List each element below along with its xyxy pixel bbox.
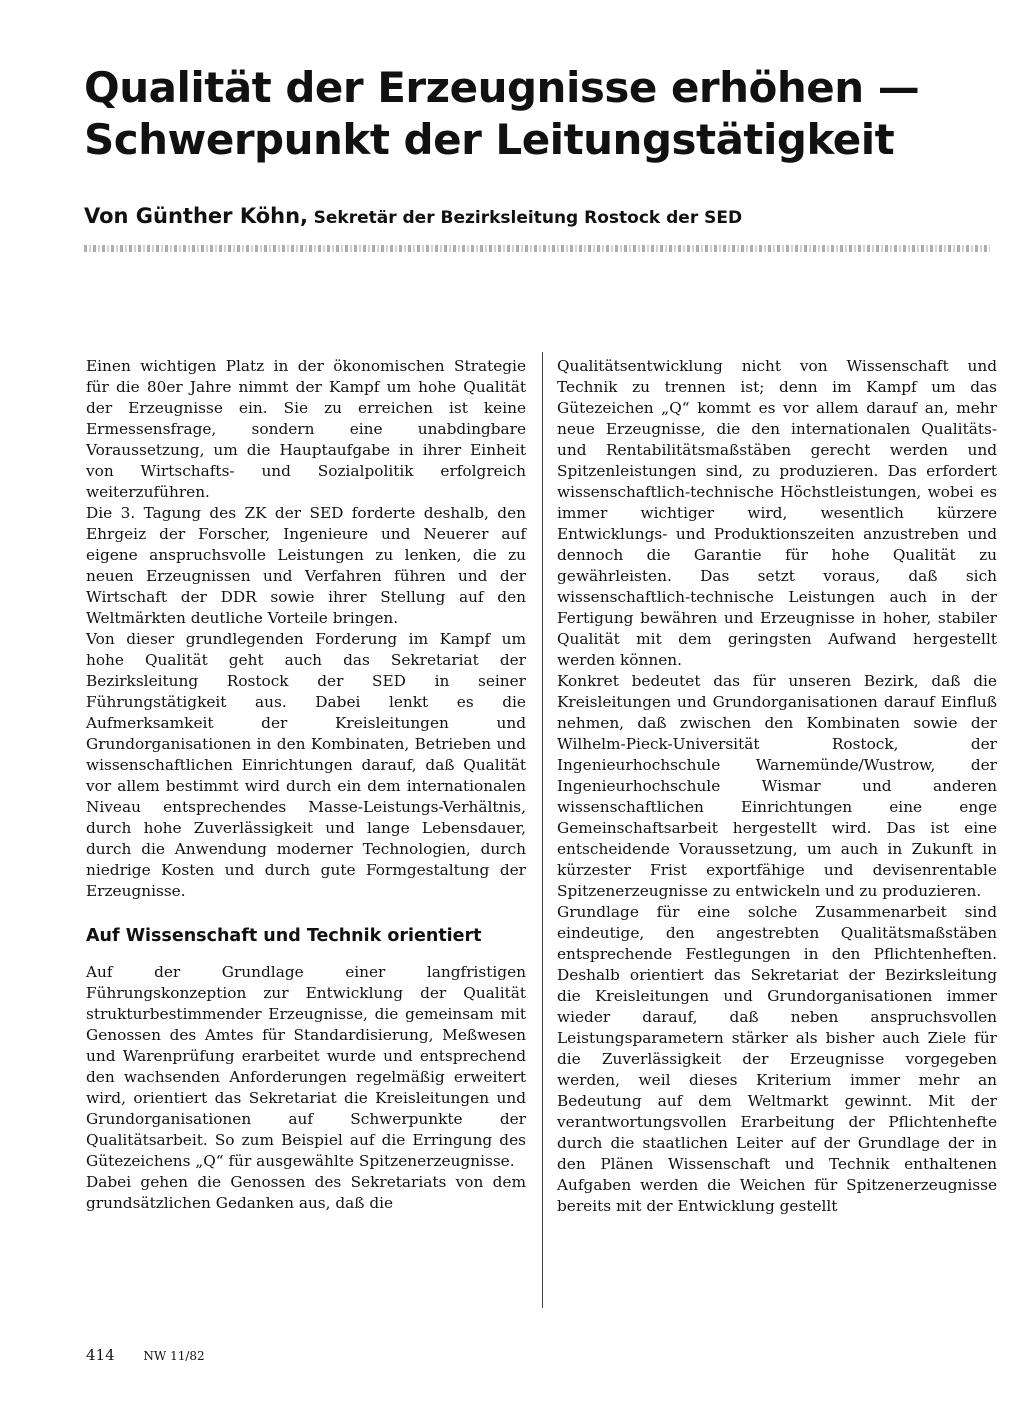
right-column — [557, 356, 997, 1217]
section-subheading: Auf Wissenschaft und Technik orientiert — [86, 926, 482, 946]
paragraph: Konkret bedeutet das für unseren Bezirk, daß die Kreisleitungen und Grundorganisationen darauf Einfluß nehmen, daß zwischen den Kombinaten sowie der Wilhelm-Pieck-Universität Rostock, der Ingenieurhochschule Warnemünde/Wustrow, der Ingenieurhochschule Wismar und anderen wissenschaftlichen Einrichtungen eine enge Gemeinschaftsarbeit hergestellt wird. Das ist eine entscheidende Voraussetzung, um auch in Zukunft in kürzester Frist exportfähige und devisenrentable Spitzenerzeugnisse zu entwickeln und zu produzieren. — [557, 672, 997, 900]
paragraph: Qualitätsentwicklung nicht von Wissenschaft und Technik zu trennen ist; denn im Kampf um das Gütezeichen „Q“ kommt es vor allem darauf an, mehr neue Erzeugnisse, die den internationalen Qualitäts- und Rentabilitätsmaßstäben gerecht werden und Spitzenleistungen sind, zu produzieren. Das erfordert wissenschaftlich-technische Höchstleistungen, wobei es immer wichtiger wird, wesentlich kürzere Entwicklungs- und Produktionszeiten anzustreben und dennoch die Garantie für hohe Qualität zu gewährleisten. Das setzt voraus, daß sich wissenschaftlich-technische Leistungen auch in der Fertigung bewähren und Erzeugnisse in hoher, stabiler Qualität mit dem geringsten Aufwand hergestellt werden können. — [557, 357, 997, 669]
paragraph: Grundlage für eine solche Zusammenarbeit sind eindeutige, den angestrebten Qualitätsmaßstäben entsprechende Festlegungen in den Pflichtenheften. Deshalb orientiert das Sekretariat der Bezirksleitung die Kreisleitungen und Grundorganisationen immer wieder darauf, daß neben anspruchsvollen Leistungsparametern stärker als bisher auch Ziele für die Zuverlässigkeit der Erzeugnisse vorgegeben werden, weil dieses Kriterium immer mehr an Bedeutung auf dem Weltmarkt gewinnt. Mit der verantwortungsvollen Erarbeitung der Pflichtenhefte durch die staatlichen Leiter auf der Grundlage der in den Plänen Wissenschaft und Technik enthaltenen Aufgaben werden die Weichen für Spitzenerzeugnisse bereits mit der Entwicklung gestellt — [557, 903, 997, 1215]
title-rule — [84, 245, 990, 252]
title-line-2: Schwerpunkt der Leitungstätigkeit — [84, 115, 895, 164]
byline-role: Sekretär der Bezirksleitung Rostock der SED — [313, 208, 743, 228]
byline — [84, 204, 1004, 228]
paragraph: Auf der Grundlage einer langfristigen Führungskonzeption zur Entwicklung der Qualität strukturbestimmender Erzeugnisse, die gemeinsam mit Genossen des Amtes für Standardisierung, Meßwesen und Warenprüfung erarbeitet wurde und entsprechend den wachsenden Anforderungen regelmäßig erweitert wird, orientiert das Sekretariat die Kreisleitungen und Grundorganisationen auf Schwerpunkte der Qualitätsarbeit. So zum Beispiel auf die Erringung des Gütezeichens „Q“ für ausgewählte Spitzenerzeugnisse. — [86, 963, 526, 1170]
issue-label: NW 11/82 — [143, 1349, 205, 1363]
column-divider — [542, 352, 543, 1308]
paragraph: Von dieser grundlegenden Forderung im Kampf um hohe Qualität geht auch das Sekretariat der Bezirksleitung Rostock der SED in seiner Führungstätigkeit aus. Dabei lenkt es die Aufmerksamkeit der Kreisleitungen und Grundorganisationen in den Kombinaten, Betrieben und wissenschaftlichen Einrichtungen darauf, daß Qualität vor allem bestimmt wird durch ein dem internationalen Niveau entsprechendes Masse-Leistungs-Verhältnis, durch hohe Zuverlässigkeit und lange Lebensdauer, durch die Anwendung moderner Technologien, durch niedrige Kosten und durch gute Formgestaltung der Erzeugnisse. — [86, 630, 526, 900]
article-title — [84, 62, 1004, 166]
left-column — [86, 356, 526, 1214]
title-line-1: Qualität der Erzeugnisse erhöhen — — [84, 63, 920, 112]
byline-author: Von Günther Köhn, — [84, 204, 309, 228]
page-number: 414 — [86, 1346, 115, 1364]
paragraph: Dabei gehen die Genossen des Sekretariats von dem grundsätzlichen Gedanken aus, daß die — [86, 1173, 526, 1212]
page-footer — [86, 1346, 205, 1364]
paragraph: Einen wichtigen Platz in der ökonomischen Strategie für die 80er Jahre nimmt der Kampf um hohe Qualität der Erzeugnisse ein. Sie zu erreichen ist keine Ermessensfrage, sondern eine unabdingbare Voraussetzung, um die Hauptaufgabe in ihrer Einheit von Wirtschafts- und Sozialpolitik erfolgreich weiterzuführen. — [86, 357, 526, 501]
paragraph: Die 3. Tagung des ZK der SED forderte deshalb, den Ehrgeiz der Forscher, Ingenieure und Neuerer auf eigene anspruchsvolle Leistungen zu lenken, die zu neuen Erzeugnissen und Verfahren führen und der Wirtschaft der DDR sowie ihrer Stellung auf den Weltmärkten deutliche Vorteile bringen. — [86, 504, 526, 627]
